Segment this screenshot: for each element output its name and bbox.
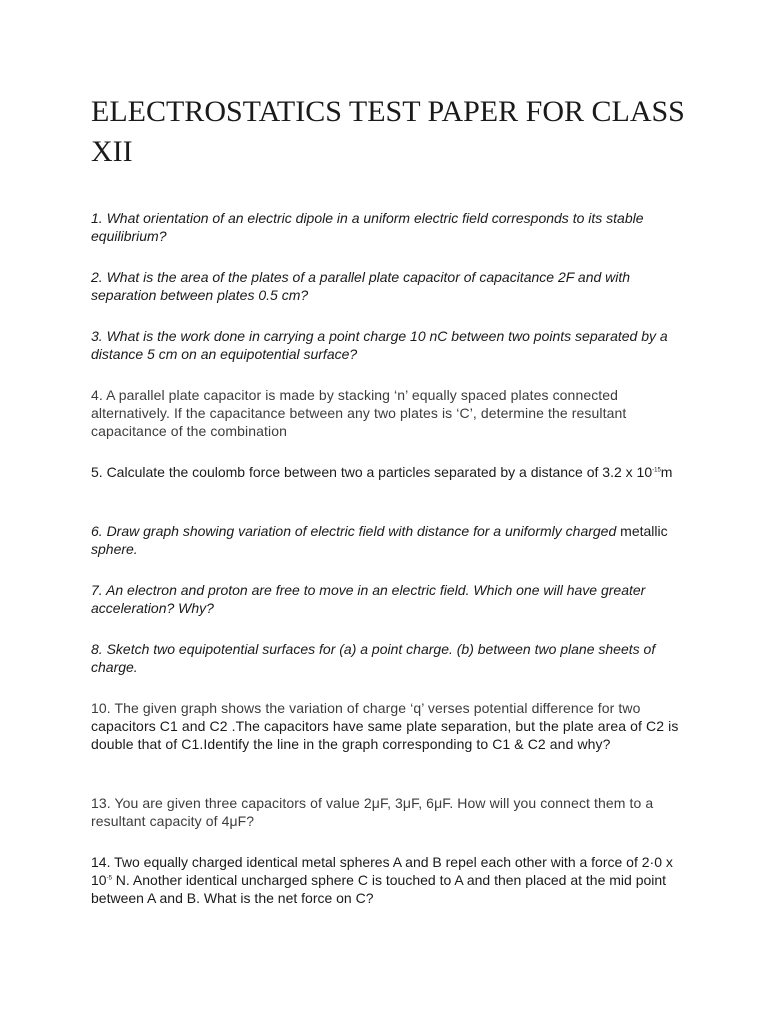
question-14 bbox=[91, 853, 691, 907]
question-10-rest: capacitors C1 and C2 .The capacitors have same plate separation, but the plate area of C2 is double that of C1.Identify the line in the graph corresponding to C1 & C2 and why? bbox=[91, 718, 679, 752]
question-5 bbox=[91, 463, 691, 481]
question-5-text: 5. Calculate the coulomb force between two a particles separated by a distance of 3.2 x 10 bbox=[91, 464, 653, 480]
question-6 bbox=[91, 522, 691, 558]
question-10-first-line: 10. The given graph shows the variation of charge ‘q’ verses potential difference for two bbox=[91, 700, 641, 716]
question-2: 2. What is the area of the plates of a parallel plate capacitor of capacitance 2F and with separation between plates 0.5 cm? bbox=[91, 269, 631, 303]
question-6-upright-word: metallic bbox=[620, 523, 668, 539]
question-4: 4. A parallel plate capacitor is made by stacking ‘n’ equally spaced plates connected alternatively. If the capacitance between any two plates is ‘C’, determine the resultant capacitance of the combination bbox=[91, 387, 627, 439]
question-5-unit: m bbox=[660, 464, 673, 480]
question-14-exponent: -5 bbox=[106, 875, 112, 882]
question-8: 8. Sketch two equipotential surfaces for (a) a point charge. (b) between two plane sheets of charge. bbox=[91, 641, 656, 675]
question-7: 7. An electron and proton are free to move in an electric field. Which one will have greater acceleration? Why? bbox=[91, 582, 646, 616]
question-6-end: sphere. bbox=[91, 541, 138, 557]
question-10 bbox=[91, 699, 691, 753]
question-6-text: 6. Draw graph showing variation of electric field with distance for a uniformly charged bbox=[91, 523, 621, 539]
question-3: 3. What is the work done in carrying a point charge 10 nC between two points separated by a distance 5 cm on an equipotential surface? bbox=[91, 328, 668, 362]
question-14-end: N. Another identical uncharged sphere C is touched to A and then placed at the mid point between A and B. What is the net force on C? bbox=[91, 872, 667, 906]
question-5-exponent: -15 bbox=[652, 467, 661, 474]
question-14-text: 14. Two equally charged identical metal spheres A and B repel each other with a force of 2·0 x 10 bbox=[91, 854, 673, 888]
document-title: ELECTROSTATICS TEST PAPER FOR CLASS XII bbox=[91, 95, 685, 168]
question-1: 1. What orientation of an electric dipole in a uniform electric field corresponds to its stable equilibrium? bbox=[91, 210, 644, 244]
question-13: 13. You are given three capacitors of value 2μF, 3μF, 6μF. How will you connect them to a resultant capacity of 4μF? bbox=[91, 795, 654, 829]
